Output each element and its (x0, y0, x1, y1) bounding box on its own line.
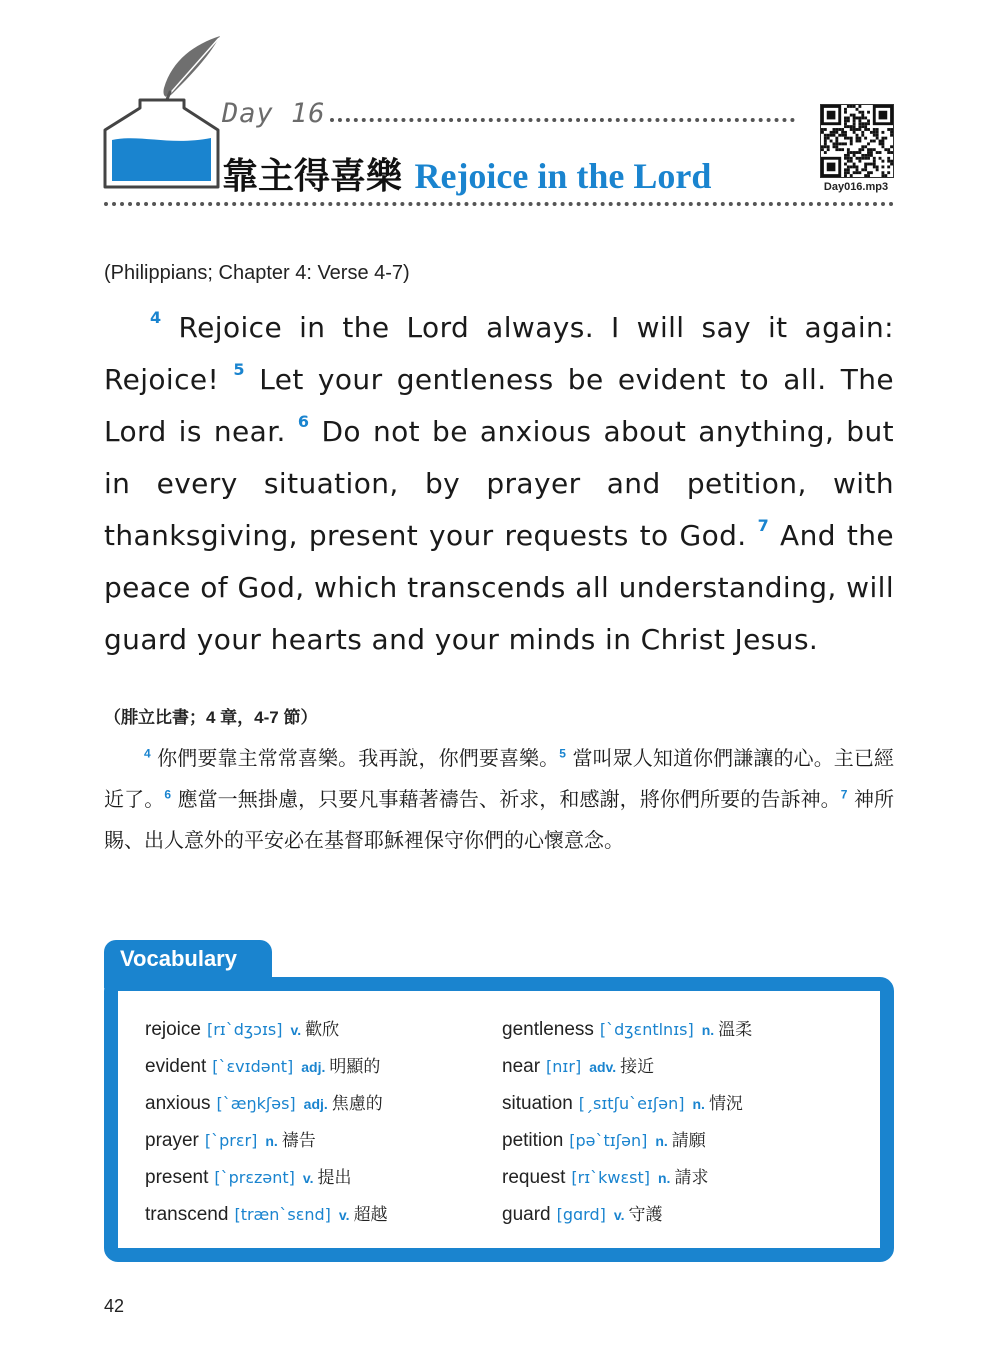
audio-file-label: Day016.mp3 (823, 181, 889, 193)
vocab-pos: v. (338, 1207, 350, 1223)
vocab-pos: n. (655, 1133, 668, 1149)
vocab-word: present (145, 1167, 209, 1188)
vocab-meaning: 超越 (353, 1205, 388, 1225)
vocab-item (145, 1163, 352, 1189)
vocab-pos: n. (692, 1096, 705, 1112)
vocab-item (502, 1052, 654, 1078)
vocab-pos: v. (302, 1170, 314, 1186)
vocab-ipa: [pəˋtɪʃən] (569, 1131, 648, 1150)
vocab-ipa: [gɑrd] (556, 1205, 606, 1224)
vocab-meaning: 請求 (674, 1168, 709, 1188)
vocab-pos: v. (290, 1022, 302, 1038)
vocab-meaning: 焦慮的 (331, 1094, 383, 1114)
vocab-ipa: [ˏsɪtʃuˋeɪʃən] (578, 1094, 685, 1113)
vocab-word: request (502, 1167, 566, 1188)
title-chinese: 靠主得喜樂 (222, 155, 403, 197)
vocab-meaning: 溫柔 (718, 1020, 753, 1040)
passage-english (104, 302, 894, 666)
verse-number: 5 (233, 359, 245, 379)
vocab-meaning: 守護 (628, 1205, 663, 1225)
vocab-ipa: [rɪˋkwɛst] (571, 1168, 650, 1187)
vocab-ipa: [nɪr] (546, 1057, 582, 1076)
verse-text: Do not be anxious about anything, but in every situation, by prayer and petition, with thanksgiving, present your requests to God. (104, 415, 894, 552)
reference-chinese: （腓立比書；4 章，4-7 節） (104, 708, 318, 727)
vocab-item (502, 1163, 708, 1189)
dotted-divider (330, 118, 795, 122)
verse-text: Let your gentleness be evident to all. The Lord is near. (104, 363, 894, 448)
quill-inkwell-icon (100, 30, 230, 195)
vocab-item (502, 1126, 706, 1152)
vocab-item (502, 1015, 752, 1041)
vocab-pos: adv. (589, 1059, 617, 1075)
verse-text: And the peace of God, which transcends all understanding, will guard your hearts and your minds in Christ Jesus. (104, 519, 894, 656)
vocab-word: guard (502, 1204, 551, 1225)
verse-text: Rejoice in the Lord always. I will say it again: Rejoice! (104, 311, 894, 396)
vocab-word: gentleness (502, 1019, 594, 1040)
qr-code-pattern (821, 105, 893, 177)
vocab-meaning: 禱告 (281, 1131, 316, 1151)
verse-number: 7 (757, 515, 770, 535)
page-number: 42 (104, 1296, 125, 1316)
vocab-pos: v. (613, 1207, 625, 1223)
vocab-item (145, 1126, 316, 1152)
header-divider (104, 202, 894, 206)
vocab-word: evident (145, 1056, 207, 1077)
verse-text: 當叫眾人知道你們謙讓的心。主已經近了。 (104, 746, 895, 811)
vocab-ipa: [ˋdʒɛntlnɪs] (599, 1020, 694, 1039)
vocab-ipa: [ˋprɛzənt] (214, 1168, 295, 1187)
vocab-item (145, 1052, 380, 1078)
vocab-word: prayer (145, 1130, 199, 1151)
verse-text: 神所賜、出人意外的平安必在基督耶穌裡保守你們的心懷意念。 (104, 787, 895, 852)
vocab-item (145, 1200, 388, 1226)
vocab-ipa: [trænˋsɛnd] (234, 1205, 331, 1224)
verse-number: 4 (150, 307, 162, 327)
verse-number: 6 (164, 787, 171, 802)
vocab-ipa: [rɪˋdʒɔɪs] (206, 1020, 283, 1039)
verse-text: 你們要靠主常常喜樂。我再說，你們要喜樂。 (157, 746, 560, 770)
vocab-meaning: 歡欣 (305, 1020, 340, 1040)
verse-number: 5 (559, 746, 566, 761)
passage-chinese (104, 738, 894, 861)
vocab-meaning: 情況 (708, 1094, 743, 1114)
vocabulary-tab: Vocabulary (104, 940, 272, 988)
vocab-item (145, 1015, 339, 1041)
page-title (222, 148, 711, 199)
vocab-pos: adj. (303, 1096, 328, 1112)
title-english: Rejoice in the Lord (414, 156, 712, 196)
vocab-item (145, 1089, 383, 1115)
vocab-ipa: [ˋprɛr] (204, 1131, 258, 1150)
inkwell-icon (105, 100, 218, 187)
vocab-meaning: 請願 (671, 1131, 706, 1151)
vocab-item (502, 1200, 663, 1226)
reference-english: (Philippians; Chapter 4: Verse 4-7) (104, 262, 410, 284)
vocab-meaning: 提出 (317, 1168, 352, 1188)
verse-number: 4 (144, 746, 151, 761)
vocab-pos: n. (701, 1022, 715, 1038)
qr-code-icon[interactable] (820, 104, 894, 178)
vocab-word: near (502, 1056, 541, 1077)
vocab-item (502, 1089, 743, 1115)
vocab-word: anxious (145, 1093, 211, 1114)
vocab-ipa: [ˋæŋkʃəs] (216, 1094, 296, 1113)
verse-number: 7 (840, 787, 848, 802)
verse-number: 6 (297, 411, 310, 431)
vocab-word: petition (502, 1130, 564, 1151)
vocab-word: rejoice (145, 1019, 201, 1040)
vocab-meaning: 明顯的 (329, 1057, 381, 1077)
vocab-pos: n. (658, 1170, 671, 1186)
vocab-pos: n. (265, 1133, 278, 1149)
day-label: Day 16 (222, 98, 326, 129)
vocab-word: situation (502, 1093, 573, 1114)
vocab-word: transcend (145, 1204, 229, 1225)
vocab-pos: adj. (301, 1059, 326, 1075)
vocab-meaning: 接近 (620, 1057, 655, 1077)
vocab-ipa: [ˋɛvɪdənt] (212, 1057, 294, 1076)
verse-text: 應當一無掛慮，只要凡事藉著禱告、祈求，和感謝，將你們所要的告訴神。 (177, 787, 841, 811)
